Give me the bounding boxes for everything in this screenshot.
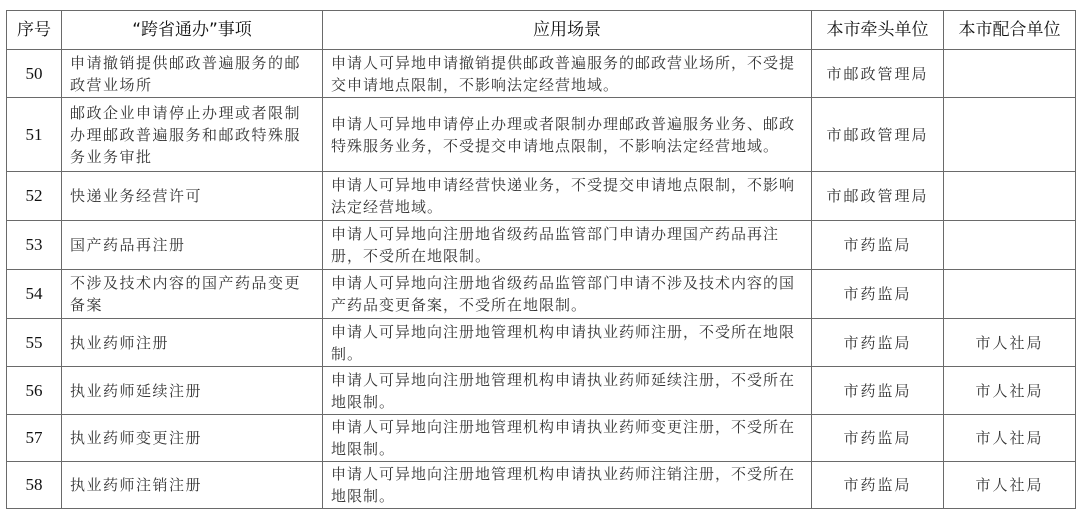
- cell-seq: 58: [7, 462, 62, 509]
- header-row: [7, 11, 1076, 50]
- header-scene: 应用场景: [323, 11, 812, 50]
- cell-coop-unit: [944, 50, 1076, 98]
- table-row: [7, 367, 1076, 415]
- table-row: [7, 50, 1076, 98]
- cell-scene: 申请人可异地向注册地管理机构申请执业药师变更注册，不受所在地限制。: [323, 415, 812, 462]
- cell-scene: 申请人可异地申请经营快递业务，不受提交申请地点限制，不影响法定经营地域。: [323, 172, 812, 221]
- table-row: [7, 319, 1076, 367]
- cell-lead-unit: 市药监局: [812, 270, 944, 319]
- cell-lead-unit: 市药监局: [812, 367, 944, 415]
- cell-item: 执业药师变更注册: [62, 415, 323, 462]
- cell-seq: 56: [7, 367, 62, 415]
- header-coop-unit: 本市配合单位: [944, 11, 1076, 50]
- cell-lead-unit: 市药监局: [812, 319, 944, 367]
- cell-scene: 申请人可异地向注册地管理机构申请执业药师延续注册，不受所在地限制。: [323, 367, 812, 415]
- cell-seq: 55: [7, 319, 62, 367]
- table-row: [7, 172, 1076, 221]
- cell-seq: 53: [7, 221, 62, 270]
- header-item: “跨省通办”事项: [62, 11, 323, 50]
- cell-scene: 申请人可异地申请停止办理或者限制办理邮政普遍服务业务、邮政特殊服务业务，不受提交申请地点限制，不影响法定经营地域。: [323, 98, 812, 172]
- cell-seq: 51: [7, 98, 62, 172]
- cell-coop-unit: 市人社局: [944, 415, 1076, 462]
- cell-scene: 申请人可异地向注册地省级药品监管部门申请不涉及技术内容的国产药品变更备案，不受所在地限制。: [323, 270, 812, 319]
- cell-item: 邮政企业申请停止办理或者限制办理邮政普遍服务和邮政特殊服务业务审批: [62, 98, 323, 172]
- cell-lead-unit: 市邮政管理局: [812, 172, 944, 221]
- cell-lead-unit: 市邮政管理局: [812, 98, 944, 172]
- cell-lead-unit: 市药监局: [812, 462, 944, 509]
- cell-scene: 申请人可异地向注册地管理机构申请执业药师注册，不受所在地限制。: [323, 319, 812, 367]
- table-row: [7, 221, 1076, 270]
- cell-item: 申请撤销提供邮政普遍服务的邮政营业场所: [62, 50, 323, 98]
- cell-coop-unit: [944, 172, 1076, 221]
- cell-coop-unit: [944, 98, 1076, 172]
- cell-item: 执业药师注册: [62, 319, 323, 367]
- cell-scene: 申请人可异地向注册地省级药品监管部门申请办理国产药品再注册，不受所在地限制。: [323, 221, 812, 270]
- cell-item: 执业药师延续注册: [62, 367, 323, 415]
- cross-province-services-table: [6, 10, 1076, 509]
- cell-scene: 申请人可异地向注册地管理机构申请执业药师注销注册，不受所在地限制。: [323, 462, 812, 509]
- table-row: [7, 462, 1076, 509]
- cell-seq: 54: [7, 270, 62, 319]
- table-row: [7, 98, 1076, 172]
- cell-lead-unit: 市药监局: [812, 221, 944, 270]
- cell-coop-unit: 市人社局: [944, 319, 1076, 367]
- cell-coop-unit: 市人社局: [944, 367, 1076, 415]
- cell-seq: 50: [7, 50, 62, 98]
- cell-seq: 57: [7, 415, 62, 462]
- cell-item: 不涉及技术内容的国产药品变更备案: [62, 270, 323, 319]
- cell-item: 执业药师注销注册: [62, 462, 323, 509]
- table-row: [7, 415, 1076, 462]
- header-lead-unit: 本市牵头单位: [812, 11, 944, 50]
- cell-coop-unit: 市人社局: [944, 462, 1076, 509]
- cell-lead-unit: 市邮政管理局: [812, 50, 944, 98]
- cell-item: 快递业务经营许可: [62, 172, 323, 221]
- header-seq: 序号: [7, 11, 62, 50]
- cell-seq: 52: [7, 172, 62, 221]
- cell-coop-unit: [944, 270, 1076, 319]
- cell-coop-unit: [944, 221, 1076, 270]
- cell-lead-unit: 市药监局: [812, 415, 944, 462]
- table-row: [7, 270, 1076, 319]
- cell-item: 国产药品再注册: [62, 221, 323, 270]
- cell-scene: 申请人可异地申请撤销提供邮政普遍服务的邮政营业场所，不受提交申请地点限制，不影响法定经营地域。: [323, 50, 812, 98]
